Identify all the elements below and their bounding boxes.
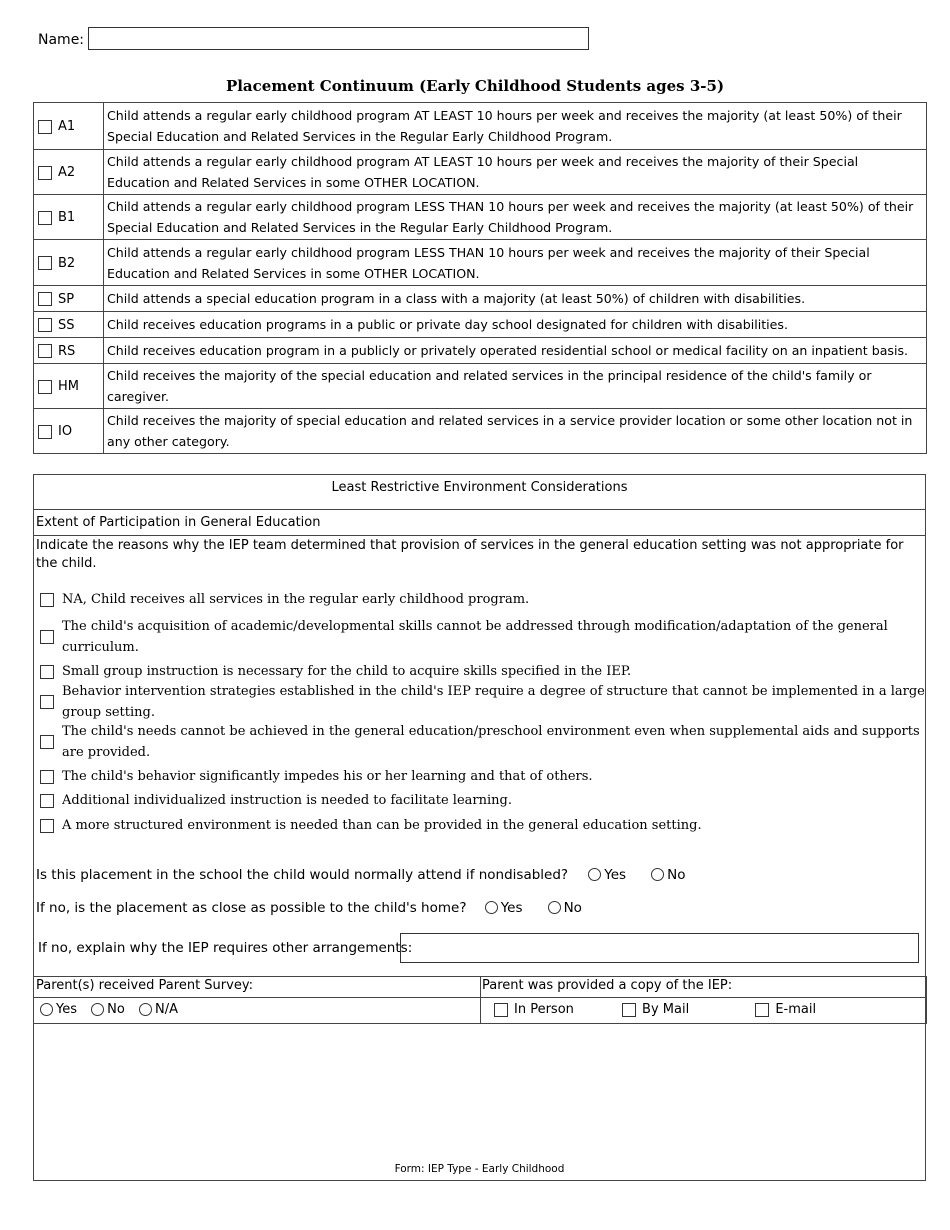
- lre-checkbox[interactable]: [40, 735, 54, 749]
- placement-code-cell: [34, 338, 104, 364]
- placement-row-rs: [34, 338, 927, 364]
- lre-option-label: Behavior intervention strategies established in the child's IEP require a degree of structure that cannot be implemented in a large group setting.: [62, 684, 925, 720]
- parent-survey-label: Parent(s) received Parent Survey:: [36, 978, 253, 993]
- placement-description: Child receives education programs in a public or private day school designated for children with disabilities.: [104, 312, 927, 338]
- form-footer: Form: IEP Type - Early Childhood: [394, 1163, 565, 1175]
- placement-code-cell: [34, 150, 104, 195]
- copy-by-mail-label: By Mail: [642, 1002, 690, 1017]
- lre-option: [40, 617, 925, 657]
- placement-checkbox-rs[interactable]: [38, 344, 52, 358]
- placement-row-a2: [34, 150, 927, 195]
- explain-input[interactable]: [400, 933, 919, 963]
- lre-checkbox[interactable]: [40, 630, 54, 644]
- lre-option-label: Additional individualized instruction is needed to facilitate learning.: [62, 793, 512, 808]
- lre-option: [40, 790, 925, 811]
- placement-description: Child attends a regular early childhood program AT LEAST 10 hours per week and receives the majority (at least 50%) of their Special Education and Related Services in the Regular Early Childhood Program.: [104, 103, 927, 150]
- placement-row-b2: [34, 240, 927, 286]
- placement-code: SS: [58, 317, 75, 333]
- lre-option: [40, 815, 925, 836]
- placement-code-cell: [34, 240, 104, 286]
- lre-option-label: A more structured environment is needed than can be provided in the general education setting.: [62, 818, 702, 833]
- question-close-to-home: [36, 897, 602, 916]
- lre-option: [40, 766, 925, 787]
- placement-description: Child receives education program in a publicly or privately operated residential school or medical facility on an inpatient basis.: [104, 338, 927, 364]
- survey-yes-label: Yes: [56, 1002, 77, 1017]
- placement-code-cell: [34, 103, 104, 150]
- lre-checkbox[interactable]: [40, 794, 54, 808]
- name-input[interactable]: [88, 27, 589, 50]
- explain-label: If no, explain why the IEP requires other arrangements:: [38, 940, 413, 956]
- lre-intro: Indicate the reasons why the IEP team determined that provision of services in the general education setting was not appropriate for the child.: [36, 538, 904, 571]
- placement-code: SP: [58, 291, 75, 307]
- lre-subtitle: Extent of Participation in General Education: [36, 515, 321, 530]
- copy-email-label: E-mail: [775, 1002, 817, 1017]
- q1-no-radio[interactable]: [651, 868, 664, 881]
- name-label: Name:: [38, 32, 85, 48]
- placement-code-cell: [34, 286, 104, 312]
- placement-row-sp: [34, 286, 927, 312]
- copy-in-person-label: In Person: [514, 1002, 574, 1017]
- placement-code: A1: [58, 119, 76, 134]
- copy-email-checkbox[interactable]: [755, 1003, 769, 1017]
- survey-no-radio[interactable]: [91, 1003, 104, 1016]
- q1-yes-label: Yes: [604, 867, 627, 883]
- placement-code-cell: [34, 409, 104, 454]
- lre-checkbox[interactable]: [40, 770, 54, 784]
- placement-code: IO: [58, 424, 73, 439]
- placement-row-hm: [34, 364, 927, 409]
- q2-yes-radio[interactable]: [485, 901, 498, 914]
- divider: [33, 535, 926, 536]
- lre-option-label: The child's behavior significantly impedes his or her learning and that of others.: [62, 769, 593, 784]
- divider: [33, 1023, 927, 1024]
- copy-in-person-checkbox[interactable]: [494, 1003, 508, 1017]
- placement-code: RS: [58, 343, 76, 359]
- placement-description: Child attends a regular early childhood program AT LEAST 10 hours per week and receives the majority of their Special Education and Related Services in some OTHER LOCATION.: [104, 150, 927, 195]
- parent-copy-options: [494, 1002, 816, 1017]
- divider: [33, 509, 926, 510]
- survey-no-label: No: [107, 1002, 125, 1017]
- lre-title: Least Restrictive Environment Considerations: [331, 480, 628, 495]
- question-text: If no, is the placement as close as possible to the child's home?: [36, 900, 467, 916]
- lre-checkbox[interactable]: [40, 695, 54, 709]
- placement-row-ss: [34, 312, 927, 338]
- lre-option: [40, 722, 925, 762]
- placement-row-io: [34, 409, 927, 454]
- placement-checkbox-b2[interactable]: [38, 256, 52, 270]
- placement-code-cell: [34, 364, 104, 409]
- lre-option-label: NA, Child receives all services in the regular early childhood program.: [62, 592, 530, 607]
- placement-description: Child receives the majority of special education and related services in a service provider location or some other location not in any other category.: [104, 409, 927, 454]
- placement-code: HM: [58, 379, 79, 394]
- placement-checkbox-sp[interactable]: [38, 292, 52, 306]
- survey-na-label: N/A: [154, 1002, 178, 1017]
- placement-description: Child receives the majority of the special education and related services in the principal residence of the child's family or caregiver.: [104, 364, 927, 409]
- parent-copy-label: Parent was provided a copy of the IEP:: [482, 978, 733, 993]
- placement-row-a1: [34, 103, 927, 150]
- placement-code: B1: [58, 210, 76, 225]
- placement-checkbox-ss[interactable]: [38, 318, 52, 332]
- lre-checkbox[interactable]: [40, 665, 54, 679]
- parent-survey-options: [40, 1002, 178, 1017]
- lre-option: [40, 682, 925, 722]
- placement-table: [33, 102, 927, 454]
- lre-option-label: Small group instruction is necessary for the child to acquire skills specified in the IEP.: [62, 664, 632, 679]
- placement-code-cell: [34, 312, 104, 338]
- survey-yes-radio[interactable]: [40, 1003, 53, 1016]
- placement-description: Child attends a regular early childhood program LESS THAN 10 hours per week and receives the majority of their Special Education and Related Services in some OTHER LOCATION.: [104, 240, 927, 286]
- lre-option: [40, 661, 925, 682]
- question-text: Is this placement in the school the child would normally attend if nondisabled?: [36, 867, 569, 883]
- copy-by-mail-checkbox[interactable]: [622, 1003, 636, 1017]
- q2-no-label: No: [563, 900, 582, 916]
- divider: [480, 976, 481, 1023]
- lre-option-label: The child's needs cannot be achieved in the general education/preschool environment even when supplemental aids and supports are provided.: [62, 724, 920, 760]
- q2-yes-label: Yes: [500, 900, 523, 916]
- placement-checkbox-b1[interactable]: [38, 211, 52, 225]
- q1-yes-radio[interactable]: [588, 868, 601, 881]
- placement-checkbox-a1[interactable]: [38, 120, 52, 134]
- question-neighborhood-school: [36, 864, 706, 883]
- placement-description: Child attends a special education program in a class with a majority (at least 50%) of children with disabilities.: [104, 286, 927, 312]
- lre-option: [40, 589, 925, 610]
- page-title: Placement Continuum (Early Childhood Students ages 3-5): [225, 77, 725, 95]
- lre-checkbox[interactable]: [40, 593, 54, 607]
- placement-row-b1: [34, 195, 927, 240]
- placement-checkbox-io[interactable]: [38, 425, 52, 439]
- placement-code: B2: [58, 255, 76, 271]
- placement-code-cell: [34, 195, 104, 240]
- divider: [926, 976, 927, 1023]
- placement-checkbox-a2[interactable]: [38, 166, 52, 180]
- lre-checkbox[interactable]: [40, 819, 54, 833]
- q2-no-radio[interactable]: [548, 901, 561, 914]
- survey-na-radio[interactable]: [139, 1003, 152, 1016]
- placement-description: Child attends a regular early childhood program LESS THAN 10 hours per week and receives the majority (at least 50%) of their Special Education and Related Services in the Regular Early Childhood Program.: [104, 195, 927, 240]
- placement-checkbox-hm[interactable]: [38, 380, 52, 394]
- placement-code: A2: [58, 165, 76, 180]
- lre-option-label: The child's acquisition of academic/developmental skills cannot be addressed through modification/adaptation of the general curriculum.: [62, 619, 888, 655]
- q1-no-label: No: [667, 867, 686, 883]
